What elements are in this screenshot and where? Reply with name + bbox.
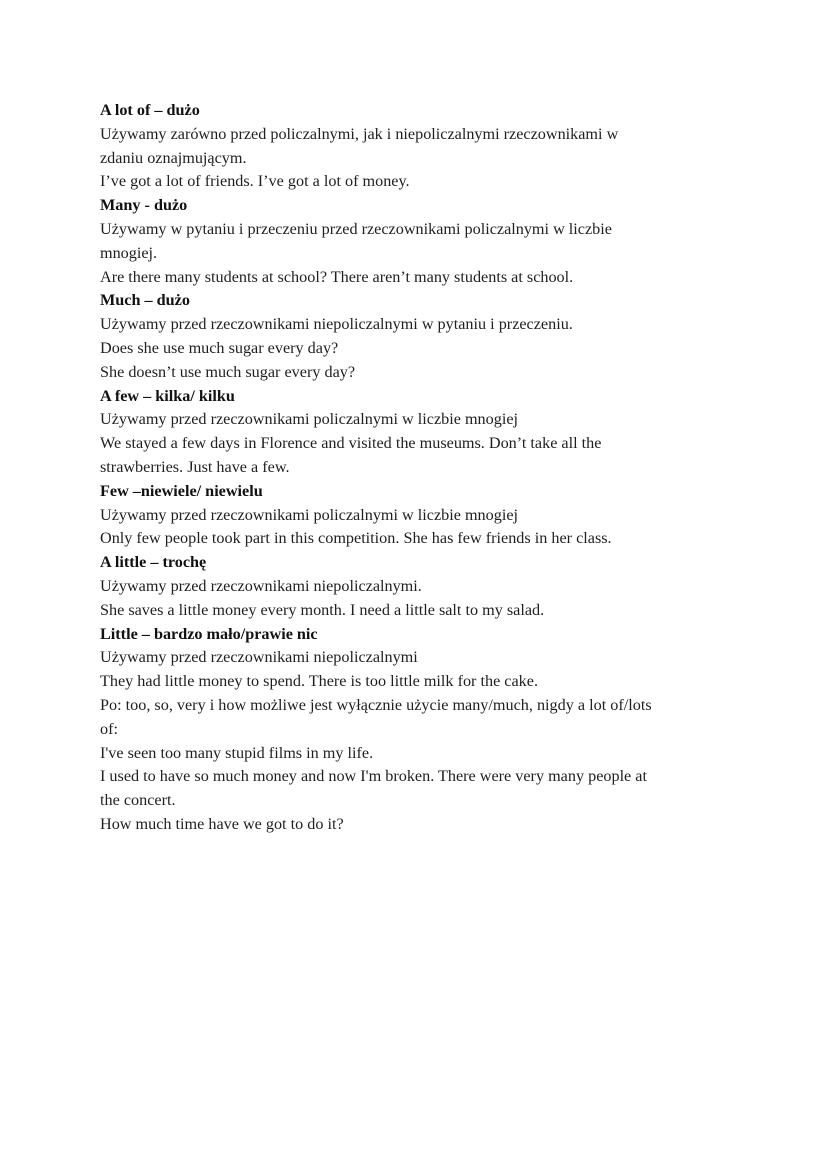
text-line: of: [100,719,118,738]
example-line: We stayed a few days in Florence and visited the museums. Don’t take all the [100,434,602,453]
example-line: I've seen too many stupid films in my life. [100,743,374,762]
example-line: Are there many students at school? There aren’t many students at school. [100,267,574,286]
text-line: Używamy przed rzeczownikami niepoliczalnymi w pytaniu i przeczeniu. [100,315,573,334]
text-line: Używamy w pytaniu i przeczeniu przed rzeczownikami policzalnymi w liczbie [100,219,612,238]
heading-much: Much – dużo [100,291,190,310]
example-line: Only few people took part in this competition. She has few friends in her class. [100,529,612,548]
heading-many: Many - dużo [100,196,188,215]
example-line: How much time have we got to do it? [100,814,344,833]
heading-a-lot-of: A lot of – dużo [100,101,200,119]
text-line: Używamy zarówno przed policzalnymi, jak i niepoliczalnymi rzeczownikami w [100,124,619,143]
text-line: zdaniu oznajmującym. [100,148,247,167]
heading-few: Few –niewiele/ niewielu [100,481,263,500]
example-line: I’ve got a lot of friends. I’ve got a lot of money. [100,172,410,191]
heading-little: Little – bardzo mało/prawie nic [100,624,318,643]
heading-a-few: A few – kilka/ kilku [100,386,235,405]
example-line: the concert. [100,791,176,810]
heading-a-little: A little – trochę [100,553,207,572]
text-line: Po: too, so, very i how możliwe jest wyłącznie użycie many/much, nigdy a lot of/lots [100,695,652,714]
document-page [100,99,740,837]
example-line: She saves a little money every month. I need a little salt to my salad. [100,600,545,619]
text-line: Używamy przed rzeczownikami policzalnymi w liczbie mnogiej [100,505,519,524]
text-line: Używamy przed rzeczownikami policzalnymi w liczbie mnogiej [100,410,519,429]
example-line: She doesn’t use much sugar every day? [100,362,356,381]
example-line: They had little money to spend. There is too little milk for the cake. [100,672,539,691]
example-line: strawberries. Just have a few. [100,457,290,476]
example-line: Does she use much sugar every day? [100,338,339,357]
text-line: Używamy przed rzeczownikami niepoliczalnymi. [100,576,422,595]
text-line: Używamy przed rzeczownikami niepoliczalnymi [100,648,418,667]
text-line: mnogiej. [100,243,158,262]
example-line: I used to have so much money and now I'm broken. There were very many people at [100,767,647,786]
